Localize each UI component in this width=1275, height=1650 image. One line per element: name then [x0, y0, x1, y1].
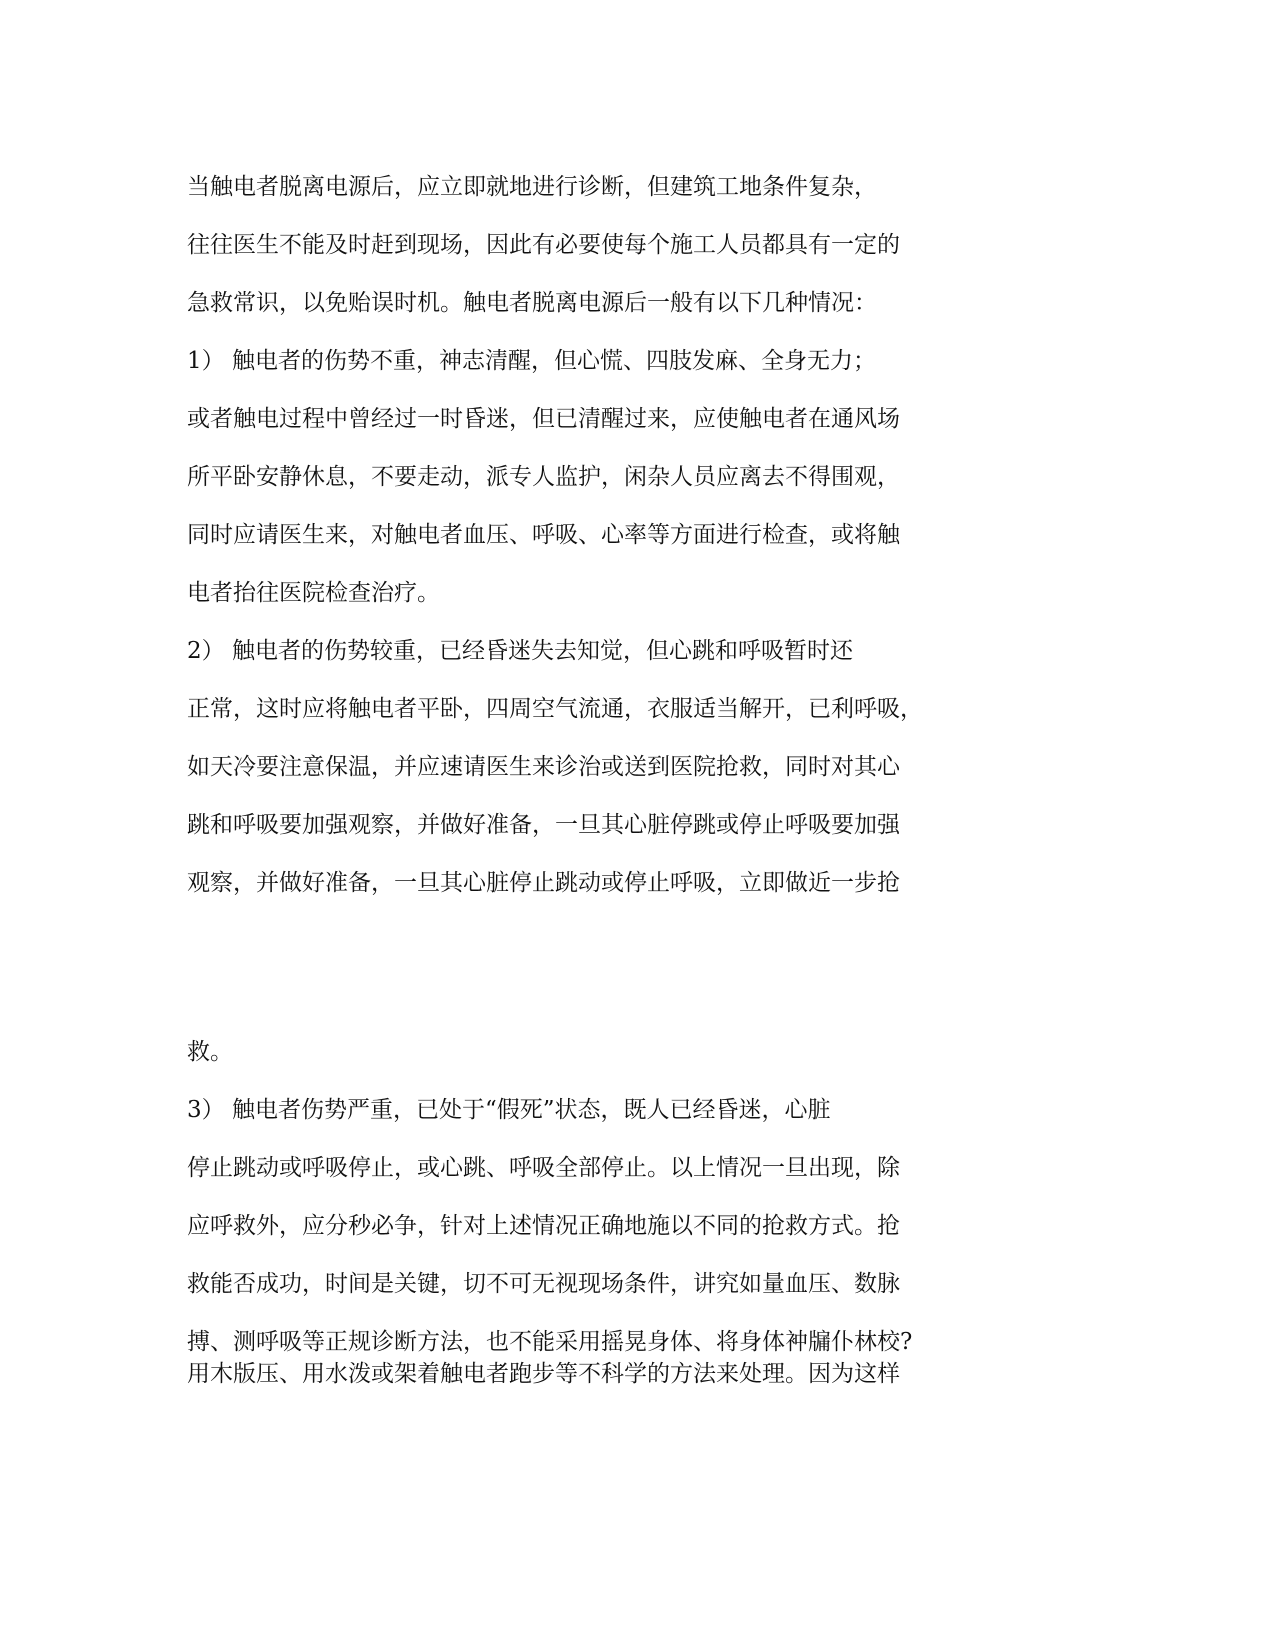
list-item-1: 1） 触电者的伤势不重，神志清醒，但心慌、四肢发麻、全身无力；: [187, 348, 876, 374]
text-line: 正常，这时应将触电者平卧，四周空气流通，衣服适当解开，已利呼吸，: [187, 696, 923, 722]
text-line: 同时应请医生来，对触电者血压、呼吸、心率等方面进行检查，或将触: [187, 522, 900, 548]
text-line: 停止跳动或呼吸停止，或心跳、呼吸全部停止。以上情况一旦出现，除: [187, 1155, 900, 1181]
text-line: 或者触电过程中曾经过一时昏迷，但已清醒过来，应使触电者在通风场: [187, 406, 900, 432]
list-item-3: 3） 触电者伤势严重，已处于“假死”状态，既人已经昏迷，心脏: [187, 1097, 831, 1123]
text-line: 救能否成功，时间是关键，切不可无视现场条件，讲究如量血压、数脉: [187, 1271, 900, 1297]
text-line: 应呼救外，应分秒必争，针对上述情况正确地施以不同的抢救方式。抢: [187, 1213, 900, 1239]
text-line: 用木版压、用水泼或架着触电者跑步等不科学的方法来处理。因为这样: [187, 1361, 900, 1387]
text-line: 搏、测呼吸等正规诊断方法，也不能采用摇晃身体、将身体衶牖仆林校?: [187, 1329, 913, 1355]
text-line: 急救常识，以免贻误时机。触电者脱离电源后一般有以下几种情况：: [187, 290, 877, 316]
text-line: 所平卧安静休息，不要走动，派专人监护，闲杂人员应离去不得围观，: [187, 464, 900, 490]
text-line: 观察，并做好准备，一旦其心脏停止跳动或停止呼吸，立即做近一步抢: [187, 870, 900, 896]
text-line: 如天冷要注意保温，并应速请医生来诊治或送到医院抢救，同时对其心: [187, 754, 900, 780]
text-line: 救。: [187, 1039, 233, 1065]
text-line: 电者抬往医院检查治疗。: [187, 580, 440, 606]
text-line: 跳和呼吸要加强观察，并做好准备，一旦其心脏停跳或停止呼吸要加强: [187, 812, 900, 838]
text-line: 往往医生不能及时赶到现场，因此有必要使每个施工人员都具有一定的: [187, 232, 900, 258]
list-item-2: 2） 触电者的伤势较重，已经昏迷失去知觉，但心跳和呼吸暂时还: [187, 638, 853, 664]
text-line: 当触电者脱离电源后，应立即就地进行诊断，但建筑工地条件复杂，: [187, 174, 877, 200]
